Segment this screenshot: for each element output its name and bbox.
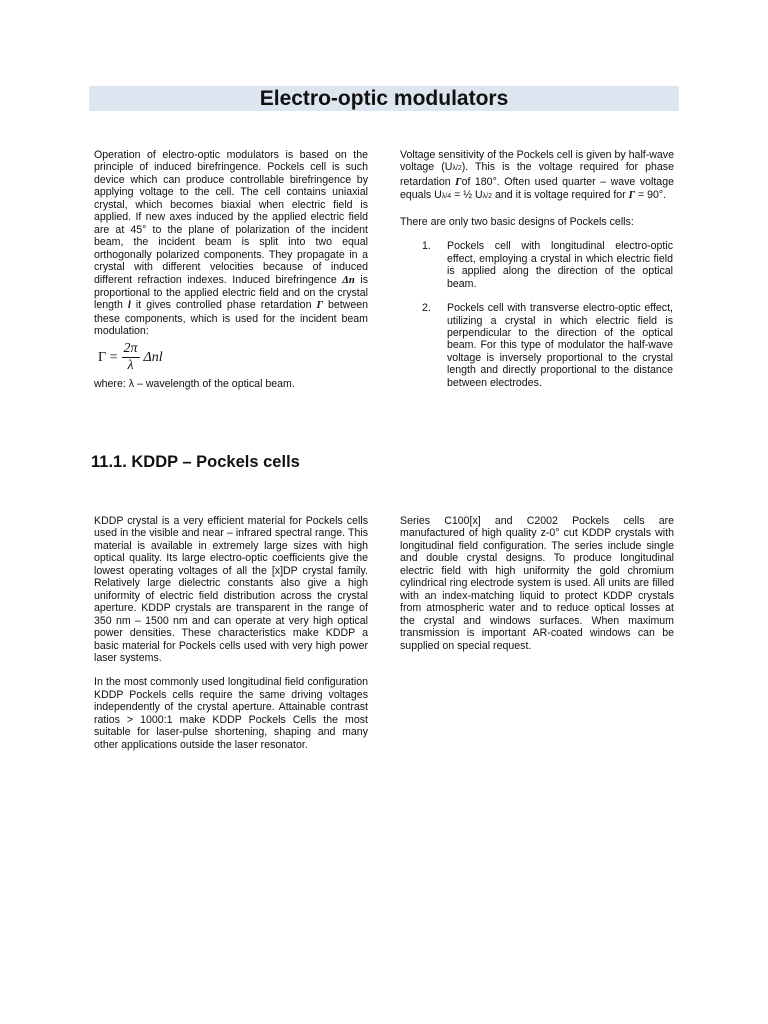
length-symbol: l xyxy=(127,300,131,312)
designs-intro: There are only two basic designs of Pockels cells: xyxy=(400,215,634,228)
section-heading: 11.1. KDDP – Pockels cells xyxy=(91,453,300,471)
intro-paragraph: Operation of electro-optic modulators is based on the principle of induced birefringence. Pockels cell is such device which can produce controllable birefringence by applying voltage to the cell. The cell contains uniaxial crystal, which becomes biaxial when electric field is applied. If new axes induced by the applied electric field are at 45° to the plane of polarization of the incident beam, the incident beam is split into two equal orthogonally polarized components. They propagate in a crystal with different velocities because of induced different refraction indexes. Induced birefringence Δn is proportional to the applied electric field and on the crystal length l it gives controlled phase retardation Γ between these components, which is used for the incident beam modulation: xyxy=(94,149,368,338)
title-banner xyxy=(89,86,679,111)
formula-fraction xyxy=(122,341,140,374)
voltage-paragraph: Voltage sensitivity of the Pockels cell is given by half-wave voltage (Uλ/2). This is the voltage required for phase retardation Γof 180°. Often used quarter – wave voltage equals Uλ/4 = ½ Uλ/2 and it is voltage required for Γ = 90°. xyxy=(400,149,674,202)
list-number: 2. xyxy=(422,302,431,315)
formula-numerator: 2π xyxy=(123,341,138,357)
formula-denominator: λ xyxy=(127,358,134,374)
retardation-formula xyxy=(98,340,368,376)
kddp-right-column xyxy=(400,515,674,652)
formula-rest: Δnl xyxy=(143,349,163,365)
delta-n-symbol: Δn xyxy=(342,274,355,286)
gamma-symbol: Γ xyxy=(628,190,636,202)
quarter-wave-subscript: λ/4 xyxy=(441,193,452,201)
gamma-symbol: Γ xyxy=(455,176,462,188)
formula-lhs: Γ = xyxy=(98,349,118,365)
half-wave-subscript: λ/2 xyxy=(482,193,493,201)
list-number: 1. xyxy=(422,240,431,253)
list-item xyxy=(400,240,674,290)
half-wave-subscript: λ/2 xyxy=(452,165,462,173)
where-note: where: λ – wavelength of the optical beam. xyxy=(94,377,295,390)
kddp-paragraph-2: In the most commonly used longitudinal field configuration KDDP Pockels cells require the same driving voltages independently of the crystal aperture. Attainable contrast ratios > 1000:1 make KDDP Pockels Cells the most suitable for laser-pulse shortening, shaping and many other applications outside the laser resonator. xyxy=(94,676,368,751)
page-title: Electro-optic modulators xyxy=(259,86,509,110)
kddp-paragraph-1: KDDP crystal is a very efficient material for Pockels cells used in the visible and near – infrared spectral range. This material is available in extremely large sizes with high optical quality. Its large electro-optic coefficients give the lowest operating voltages of all the [x]DP crystal family. Relatively large dielectric constants also give a high uniformity of electric field distribution across the crystal aperture. KDDP crystals are transparent in the range of 350 nm – 1500 nm and can operate at very high optical power densities. These characteristics make KDDP a basic material for Pockels cells used with very high power laser systems. xyxy=(94,515,368,664)
list-text: Pockels cell with longitudinal electro-optic effect, employing a crystal in which electric field is applied along the direction of the optical beam. xyxy=(447,240,673,290)
list-text: Pockels cell with transverse electro-optic effect, utilizing a crystal in which electric field is perpendicular to the direction of the optical beam. For this type of modulator the half-wave voltage is inversely proportional to the crystal length and directly proportional to the distance between electrodes. xyxy=(447,302,673,389)
intro-right-column xyxy=(400,149,674,401)
series-paragraph: Series C100[x] and C2002 Pockels cells are manufactured of high quality z-0° cut KDDP crystals with longitudinal field configuration. The series include single and double crystal designs. To produce longitudinal electric field with high uniformity the gold chromium cylindrical ring electrode system is used. All units are filled with an index-matching liquid to protect KDDP crystals from atmospheric water and to reduce optical losses at the crystal and windows surfaces. When maximum transmission is important AR-coated windows can be supplied on special request. xyxy=(400,515,674,652)
list-item xyxy=(400,302,674,389)
kddp-left-column xyxy=(94,515,368,751)
intro-left-column xyxy=(94,149,368,390)
gamma-symbol: Γ xyxy=(316,300,323,312)
designs-list xyxy=(400,240,674,389)
